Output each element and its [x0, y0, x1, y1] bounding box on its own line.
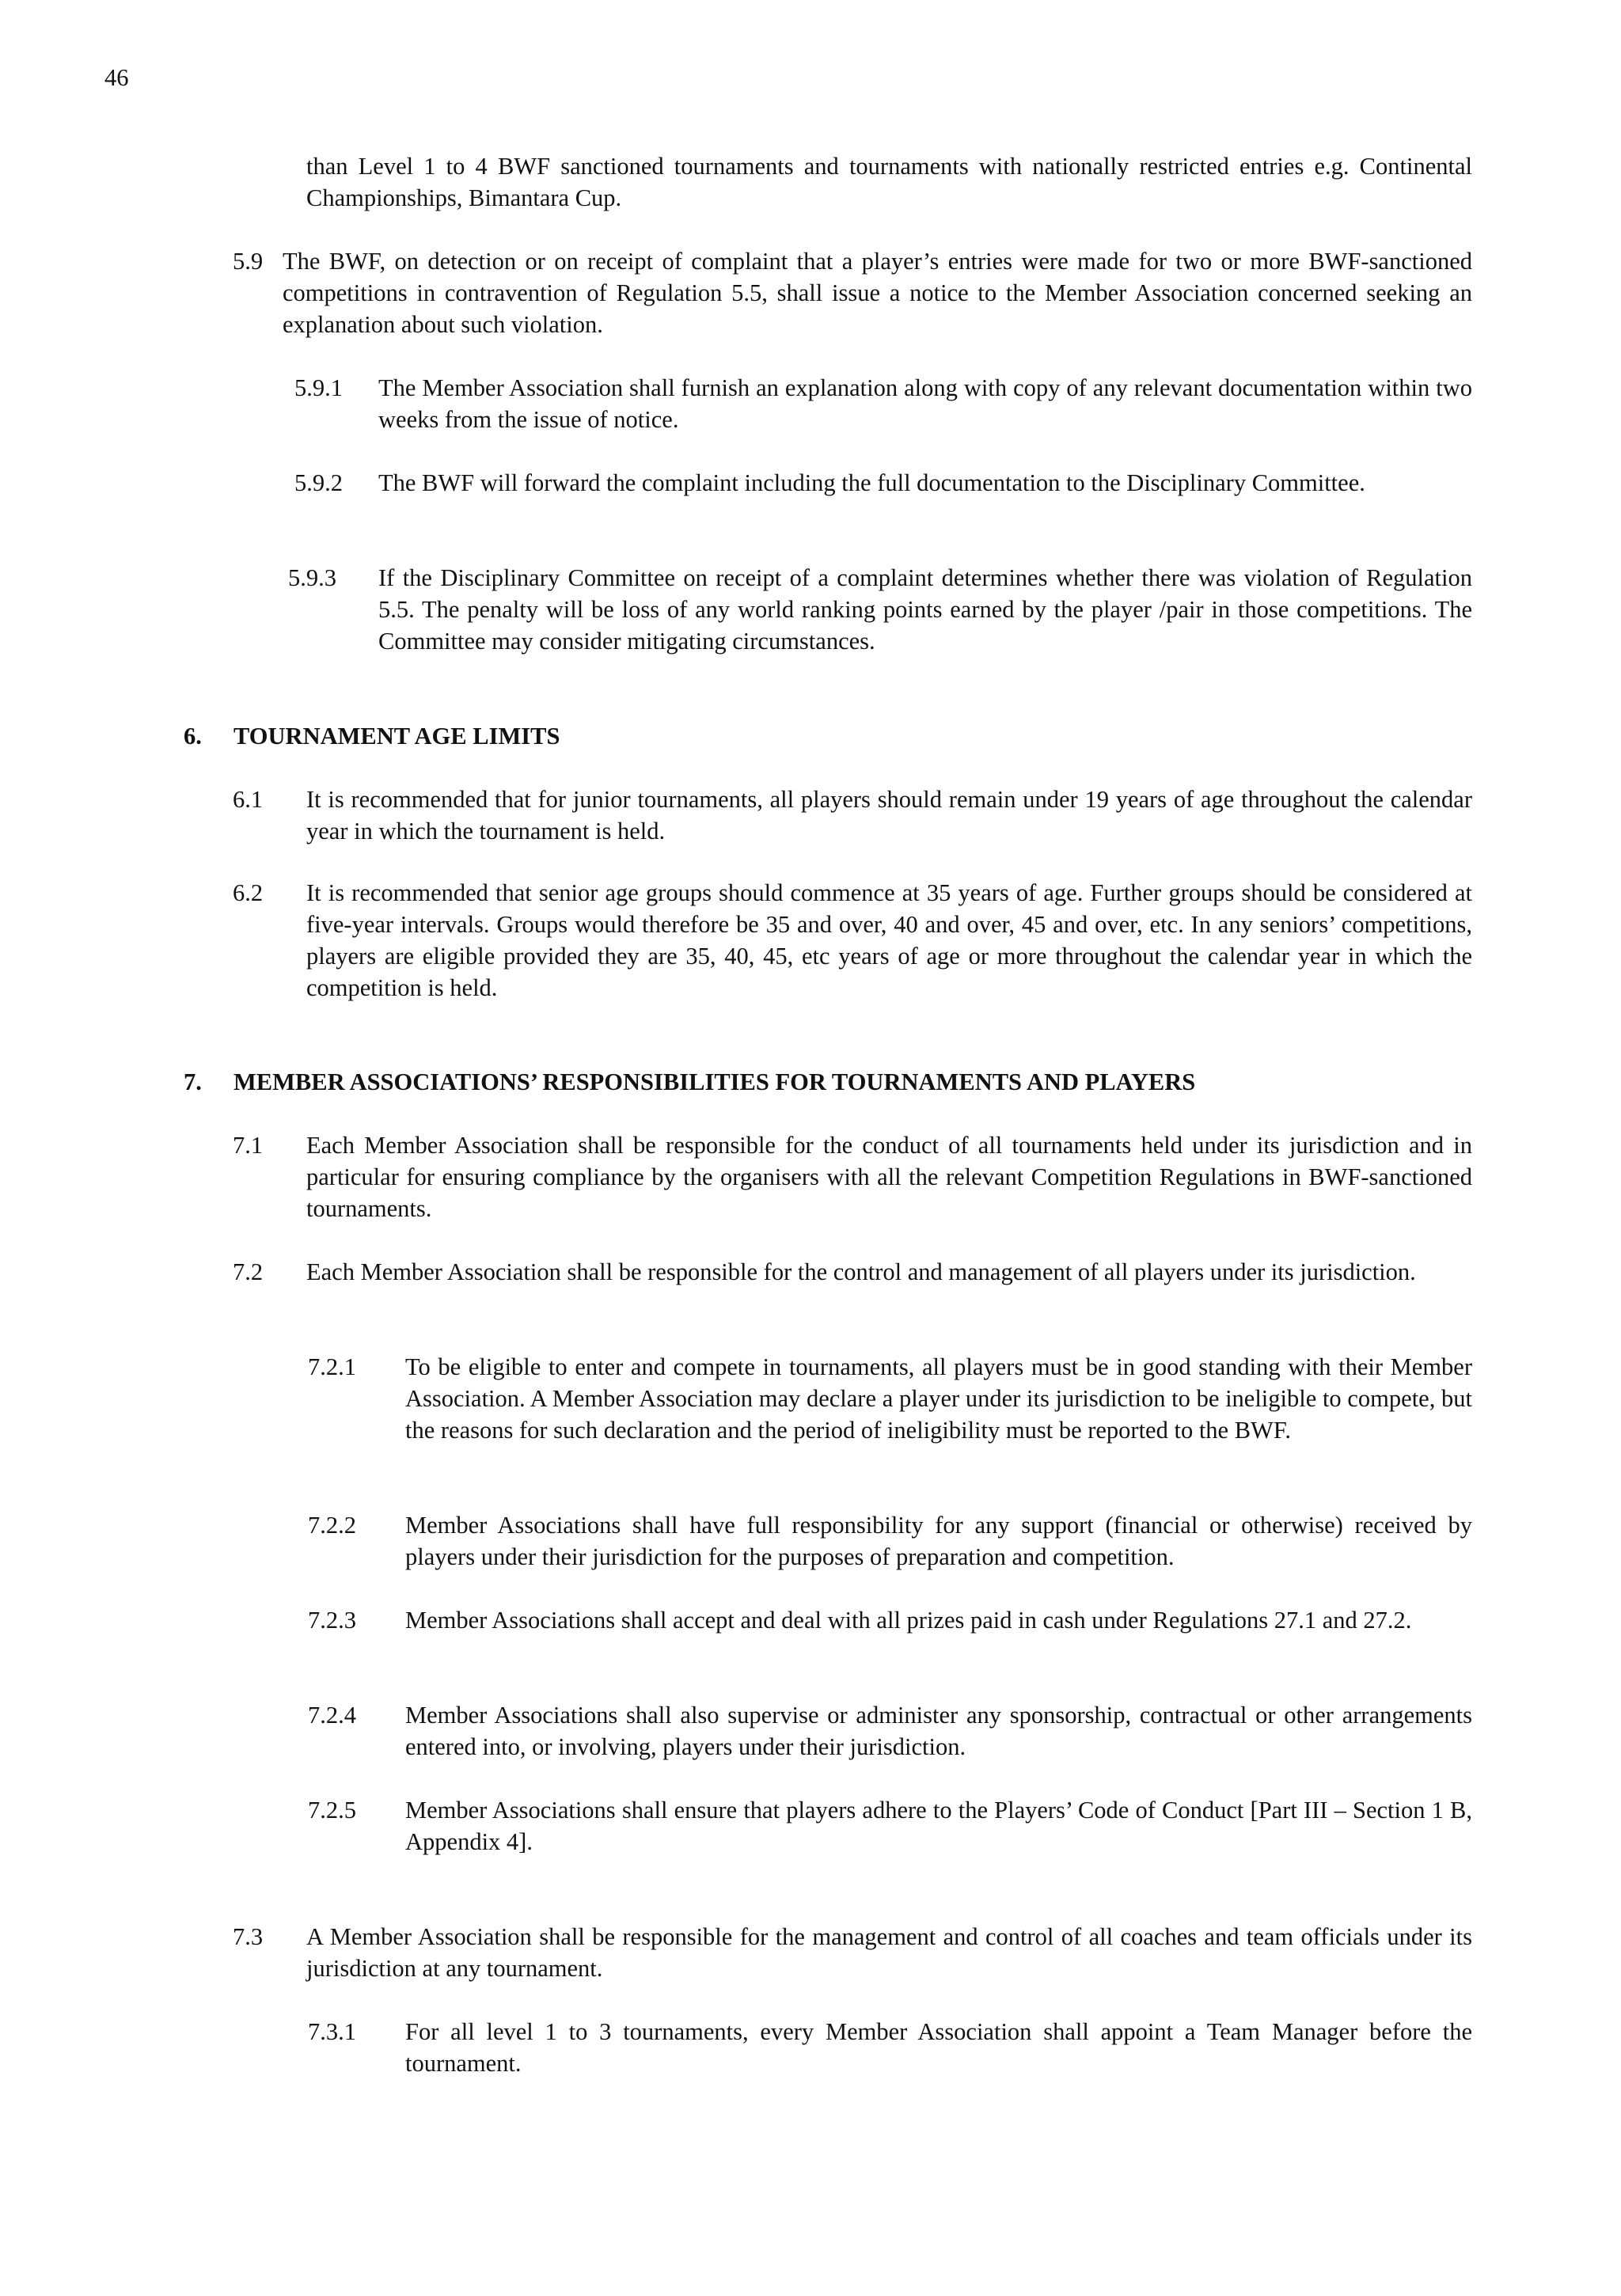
- clause-5-9-2: [294, 467, 1472, 499]
- page-number: 46: [104, 64, 129, 91]
- clause-6-2: [233, 877, 1472, 1004]
- continuation-paragraph: [306, 150, 1472, 214]
- clause-text: It is recommended that for junior tournaments, all players should remain under 19 years of age throughout the calendar year in which the tournament is held.: [306, 786, 1472, 844]
- clause-text: Member Associations shall accept and deal with all prizes paid in cash under Regulations 27.1 and 27.2.: [405, 1607, 1412, 1634]
- clause-5-9: [233, 245, 1472, 340]
- clause-7-2-4: [308, 1699, 1472, 1763]
- section-number: 6.: [184, 723, 202, 750]
- clause-text: If the Disciplinary Committee on receipt of a complaint determines whether there was violation of Regulation 5.5. The penalty will be loss of any world ranking points earned by the player /pair in those competitions. The Committee may consider mitigating circumstances.: [378, 564, 1472, 655]
- clause-text: Member Associations shall have full responsibility for any support (financial or otherwise) received by players under their jurisdiction for the purposes of preparation and competition.: [405, 1512, 1472, 1570]
- clause-text: For all level 1 to 3 tournaments, every Member Association shall appoint a Team Manager before the tournament.: [405, 2018, 1472, 2077]
- clause-5-9-3: [288, 562, 1472, 657]
- clause-6-1: [233, 784, 1472, 847]
- clause-text: Member Associations shall ensure that players adhere to the Players’ Code of Conduct [Part III – Section 1 B, Appendix 4].: [405, 1797, 1472, 1855]
- clause-7-2-1: [308, 1351, 1472, 1446]
- clause-7-1: [233, 1129, 1472, 1224]
- clause-7-2-5: [308, 1794, 1472, 1858]
- clause-number: 7.1: [233, 1132, 264, 1159]
- clause-5-9-1: [294, 372, 1472, 435]
- clause-text: The BWF will forward the complaint including the full documentation to the Disciplinary Committee.: [378, 469, 1365, 496]
- clause-number: 7.3: [233, 1923, 264, 1950]
- clause-text: A Member Association shall be responsible for the management and control of all coaches and team officials under its jurisdiction at any tournament.: [306, 1923, 1472, 1982]
- clause-number: 7.2: [233, 1258, 264, 1285]
- clause-number: 6.1: [233, 786, 264, 813]
- clause-text: Each Member Association shall be responsible for the conduct of all tournaments held under its jurisdiction and in particular for ensuring compliance by the organisers with all the relevant Competition Regulations in BWF-sanctioned tournaments.: [306, 1132, 1472, 1222]
- clause-number: 5.9: [233, 248, 264, 275]
- clause-number: 7.2.4: [308, 1702, 356, 1729]
- clause-7-2-2: [308, 1509, 1472, 1573]
- clause-text: The Member Association shall furnish an explanation along with copy of any relevant documentation within two weeks from the issue of notice.: [378, 374, 1472, 433]
- section-6-heading: [184, 720, 1472, 752]
- clause-7-2: [233, 1256, 1472, 1288]
- section-title: MEMBER ASSOCIATIONS’ RESPONSIBILITIES FOR TOURNAMENTS AND PLAYERS: [233, 1068, 1196, 1095]
- clause-text: To be eligible to enter and compete in tournaments, all players must be in good standing with their Member Association. A Member Association may declare a player under its jurisdiction to be ineligible to compete, but the reasons for such declaration and the period of ineligibility must be reported to the BWF.: [405, 1353, 1472, 1444]
- clause-number: 5.9.1: [294, 374, 343, 401]
- clause-text: It is recommended that senior age groups should commence at 35 years of age. Further groups should be considered at five-year intervals. Groups would therefore be 35 and over, 40 and over, 45 and over, etc. In any seniors’ competitions, players are eligible provided they are 35, 40, 45, etc years of age or more throughout the calendar year in which the competition is held.: [306, 879, 1472, 1001]
- clause-7-2-3: [308, 1604, 1472, 1636]
- clause-text: Member Associations shall also supervise or administer any sponsorship, contractual or other arrangements entered into, or involving, players under their jurisdiction.: [405, 1702, 1472, 1760]
- clause-number: 7.3.1: [308, 2018, 356, 2045]
- clause-number: 6.2: [233, 879, 264, 906]
- clause-7-3: [233, 1921, 1472, 1984]
- clause-number: 5.9.2: [294, 469, 343, 496]
- section-7-heading: [184, 1066, 1472, 1098]
- section-number: 7.: [184, 1068, 202, 1095]
- clause-text: Each Member Association shall be responsible for the control and management of all players under its jurisdiction.: [306, 1258, 1416, 1285]
- continuation-text: than Level 1 to 4 BWF sanctioned tournaments and tournaments with nationally restricted entries e.g. Continental Championships, Bimantara Cup.: [306, 153, 1472, 211]
- clause-text: The BWF, on detection or on receipt of complaint that a player’s entries were made for two or more BWF-sanctioned competitions in contravention of Regulation 5.5, shall issue a notice to the Member Association concerned seeking an explanation about such violation.: [283, 248, 1472, 338]
- clause-number: 5.9.3: [288, 564, 336, 591]
- clause-number: 7.2.2: [308, 1512, 356, 1539]
- clause-number: 7.2.1: [308, 1353, 356, 1380]
- section-title: TOURNAMENT AGE LIMITS: [233, 723, 560, 750]
- clause-number: 7.2.3: [308, 1607, 356, 1634]
- clause-7-3-1: [308, 2016, 1472, 2079]
- clause-number: 7.2.5: [308, 1797, 356, 1824]
